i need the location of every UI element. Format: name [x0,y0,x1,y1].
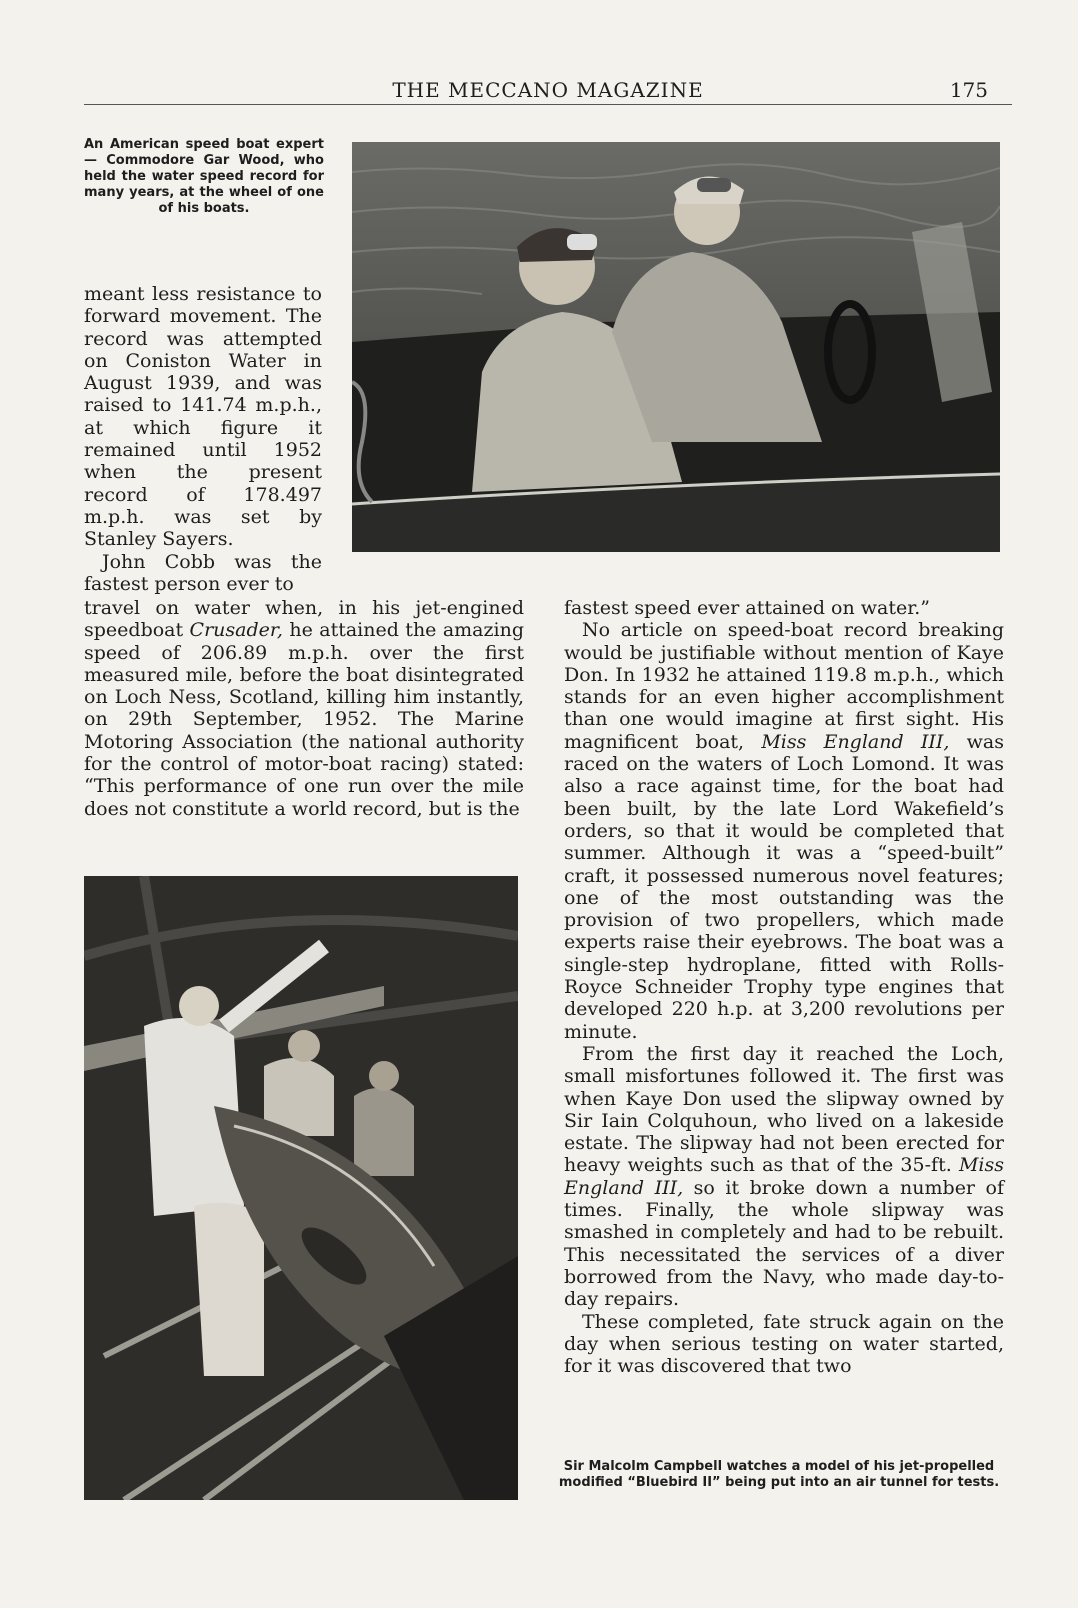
photo-bluebird-model-air-tunnel [84,876,518,1500]
article-paragraph-testing: These completed, fate struck again on the day when serious testing on water started, for it was discovered that two [564,1310,1004,1378]
photo-gar-wood-speedboat [352,142,1000,552]
article-paragraph-misfortunes [564,1043,1004,1311]
article-text: No article on speed-boat record breaking would be justifiable without mention of Kaye Don. In 1932 he attained 119.8 m.p.h., which stands for an even higher accomplishment than one would imagine at first sight. His magnificent boat, [564,619,1004,753]
article-text: so it broke down a number of times. Finally, the whole slipway was smashed in completely and had to be rebuilt. This necessitated the services of a diver borrowed from the Navy, who made day-to-day repairs. [564,1176,1005,1311]
page-number: 175 [949,78,988,102]
article-paragraph-coniston: meant less resistance to forward movement. The record was attempted on Coniston Water in August 1939, and was raised to 141.74 m.p.h., at which figure it remained until 1952 when the present record of 178.497 m.p.h. was set by Stanley Sayers. [84,283,322,551]
boat-name-miss-england: Miss England III, [564,1154,1004,1199]
article-column-right [564,597,1004,1377]
photo-caption-gar-wood: An American speed boat expert — Commodore Gar Wood, who held the water speed record for many years, at the wheel of one of his boats. [84,137,324,216]
air-tunnel-photo-illustration [84,876,518,1500]
article-paragraph-crusader [84,597,524,820]
article-paragraph-cobb-start: John Cobb was the fastest person ever to [84,550,322,595]
article-text: was raced on the waters of Loch Lomond. It was also a race against time, for the boat had been built, by the late Lord Wakefield’s orders, so that it would be completed that summer. Although it was a “speed-built” craft, it possessed numerous novel features; one of the most outstanding was the provision of two propellers, which made experts raise their eyebrows. The boat was a single-step hydroplane, fitted with Rolls-Royce Schneider Trophy type engines that developed 220 h.p. at 3,200 revolutions per minute. [564,730,1004,1043]
page-header [84,74,1012,105]
photo-caption-bluebird: Sir Malcolm Campbell watches a model of his jet-propelled modified “Bluebird II” being put into an air tunnel for tests. [558,1459,1000,1490]
article-paragraph-fastest-speed: fastest speed ever attained on water.” [564,597,930,619]
article-text: travel on water when, in his jet-engined speedboat [84,597,524,642]
article-text: From the first day it reached the Loch, small misfortunes followed it. The first was when Kaye Don used the slipway owned by Sir Iain Colquhoun, who lived on a lakeside estate. The slipway had not been erected for heavy weights such as that of the 35-ft. [564,1042,1004,1177]
speedboat-photo-illustration [352,142,1000,552]
article-column-left-wide [84,597,524,820]
article-text: he attained the amazing speed of 206.89 m.p.h. over the first measured mile, before the boat disintegrated on Loch Ness, Scotland, killing him instantly, on 29th September, 1952. The Marine Motoring Association (the national authority for the control of motor-boat racing) stated: “This performance of one run over the mile does not constitute a world record, but is the [84,619,524,820]
article-column-left-narrow [84,283,322,595]
article-paragraph-kaye-don [564,619,1004,1043]
boat-name-crusader: Crusader, [189,619,283,642]
boat-name-miss-england: Miss England III, [761,730,950,753]
magazine-title: THE MECCANO MAGAZINE [392,78,704,102]
